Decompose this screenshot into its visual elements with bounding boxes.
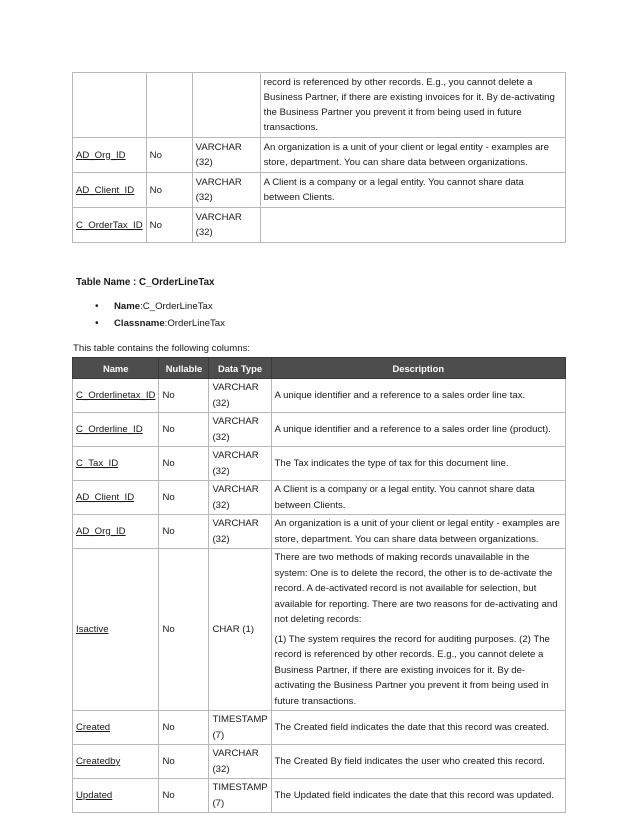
nullable-cell: No	[159, 779, 209, 813]
table-row	[73, 779, 566, 813]
description-paragraph: (1) The system requires the record for auditing purposes. (2) The record is referenced by other records. E.g., you cannot delete a Business Partner, if there are existing invoices for it. By de-activating the Business Partner you prevent it from being used in future transactions.	[274, 633, 550, 707]
column-name-cell	[73, 73, 147, 138]
description-cell: A Client is a company or a legal entity. You cannot share data between Clients.	[260, 173, 565, 208]
data-type-cell: VARCHAR (32)	[192, 208, 260, 243]
description-cell	[271, 549, 565, 711]
data-type-cell: VARCHAR (32)	[209, 515, 271, 549]
column-name-cell: AD_Org_ID	[73, 515, 159, 549]
description-paragraph: A unique identifier and a reference to a sales order line (product).	[274, 423, 551, 435]
description-cell	[271, 413, 565, 447]
nullable-cell: No	[159, 711, 209, 745]
description-cell	[271, 711, 565, 745]
description-paragraph: The Created By field indicates the user who created this record.	[274, 755, 545, 767]
description-paragraph: There are two methods of making records unavailable in the system: One is to delete the record, the other is to de-activate the record. A de-activated record is not available for selection, but available for reporting. There are two reasons for de-activating and not deleting records:	[274, 552, 558, 625]
table-row	[73, 413, 566, 447]
data-type-cell: VARCHAR (32)	[209, 481, 271, 515]
table-row	[73, 549, 566, 711]
description-cell	[271, 379, 565, 413]
column-name-cell: C_OrderTax_ID	[73, 208, 147, 243]
description-cell	[271, 745, 565, 779]
data-type-cell: VARCHAR (32)	[209, 379, 271, 413]
description-cell	[271, 779, 565, 813]
nullable-cell: No	[159, 447, 209, 481]
column-name-cell: C_Orderlinetax_ID	[73, 379, 159, 413]
column-name-cell: Createdby	[73, 745, 159, 779]
columns-intro-text: This table contains the following columns:	[73, 343, 251, 354]
description-paragraph: An organization is a unit of your client or legal entity - examples are store, department. You can share data between organizations.	[274, 518, 560, 545]
header-description: Description	[271, 358, 565, 379]
nullable-cell: No	[146, 208, 192, 243]
data-type-cell: TIMESTAMP (7)	[209, 711, 271, 745]
columns-table	[72, 357, 566, 813]
property-classname: • Classname:OrderLineTax	[92, 315, 225, 332]
data-type-cell: VARCHAR (32)	[209, 413, 271, 447]
table-row	[73, 515, 566, 549]
description-paragraph: The Updated field indicates the date that this record was updated.	[274, 789, 555, 801]
nullable-cell: No	[159, 515, 209, 549]
description-paragraph: The Created field indicates the date that this record was created.	[274, 721, 550, 733]
table-row	[73, 379, 566, 413]
nullable-cell: No	[146, 138, 192, 173]
nullable-cell	[146, 73, 192, 138]
table-row	[73, 711, 566, 745]
table-row	[73, 447, 566, 481]
nullable-cell: No	[159, 481, 209, 515]
table-row	[73, 73, 566, 138]
table-row	[73, 481, 566, 515]
description-paragraph: The Tax indicates the type of tax for this document line.	[274, 457, 509, 469]
column-name-cell: AD_Org_ID	[73, 138, 147, 173]
nullable-cell: No	[159, 413, 209, 447]
header-row	[73, 358, 566, 379]
previous-table-fragment	[72, 72, 566, 243]
description-cell	[271, 481, 565, 515]
column-name-cell: Updated	[73, 779, 159, 813]
table-name-heading: Table Name : C_OrderLineTax	[76, 277, 215, 288]
description-cell: An organization is a unit of your client or legal entity - examples are store, department. You can share data between organizations.	[260, 138, 565, 173]
data-type-cell: VARCHAR (32)	[192, 173, 260, 208]
header-name: Name	[73, 358, 159, 379]
data-type-cell: VARCHAR (32)	[209, 447, 271, 481]
data-type-cell: CHAR (1)	[209, 549, 271, 711]
description-cell	[271, 447, 565, 481]
column-name-cell: AD_Client_ID	[73, 481, 159, 515]
description-cell: record is referenced by other records. E.g., you cannot delete a Business Partner, if there are existing invoices for it. By de-activating the Business Partner you prevent it from being used in future transactions.	[260, 73, 565, 138]
table-properties-list	[92, 298, 225, 332]
data-type-cell	[192, 73, 260, 138]
description-cell	[271, 515, 565, 549]
column-name-cell: C_Tax_ID	[73, 447, 159, 481]
data-type-cell: VARCHAR (32)	[192, 138, 260, 173]
nullable-cell: No	[146, 173, 192, 208]
header-data-type: Data Type	[209, 358, 271, 379]
column-name-cell: Isactive	[73, 549, 159, 711]
data-type-cell: TIMESTAMP (7)	[209, 779, 271, 813]
description-cell	[260, 208, 565, 243]
table-row	[73, 208, 566, 243]
table-row	[73, 173, 566, 208]
data-type-cell: VARCHAR (32)	[209, 745, 271, 779]
description-paragraph: A unique identifier and a reference to a sales order line tax.	[274, 389, 526, 401]
table-row	[73, 745, 566, 779]
property-name: • Name:C_OrderLineTax	[92, 298, 225, 315]
nullable-cell: No	[159, 379, 209, 413]
header-nullable: Nullable	[159, 358, 209, 379]
nullable-cell: No	[159, 745, 209, 779]
column-name-cell: Created	[73, 711, 159, 745]
nullable-cell: No	[159, 549, 209, 711]
table-row	[73, 138, 566, 173]
column-name-cell: C_Orderline_ID	[73, 413, 159, 447]
column-name-cell: AD_Client_ID	[73, 173, 147, 208]
description-paragraph: A Client is a company or a legal entity. You cannot share data between Clients.	[274, 484, 535, 511]
